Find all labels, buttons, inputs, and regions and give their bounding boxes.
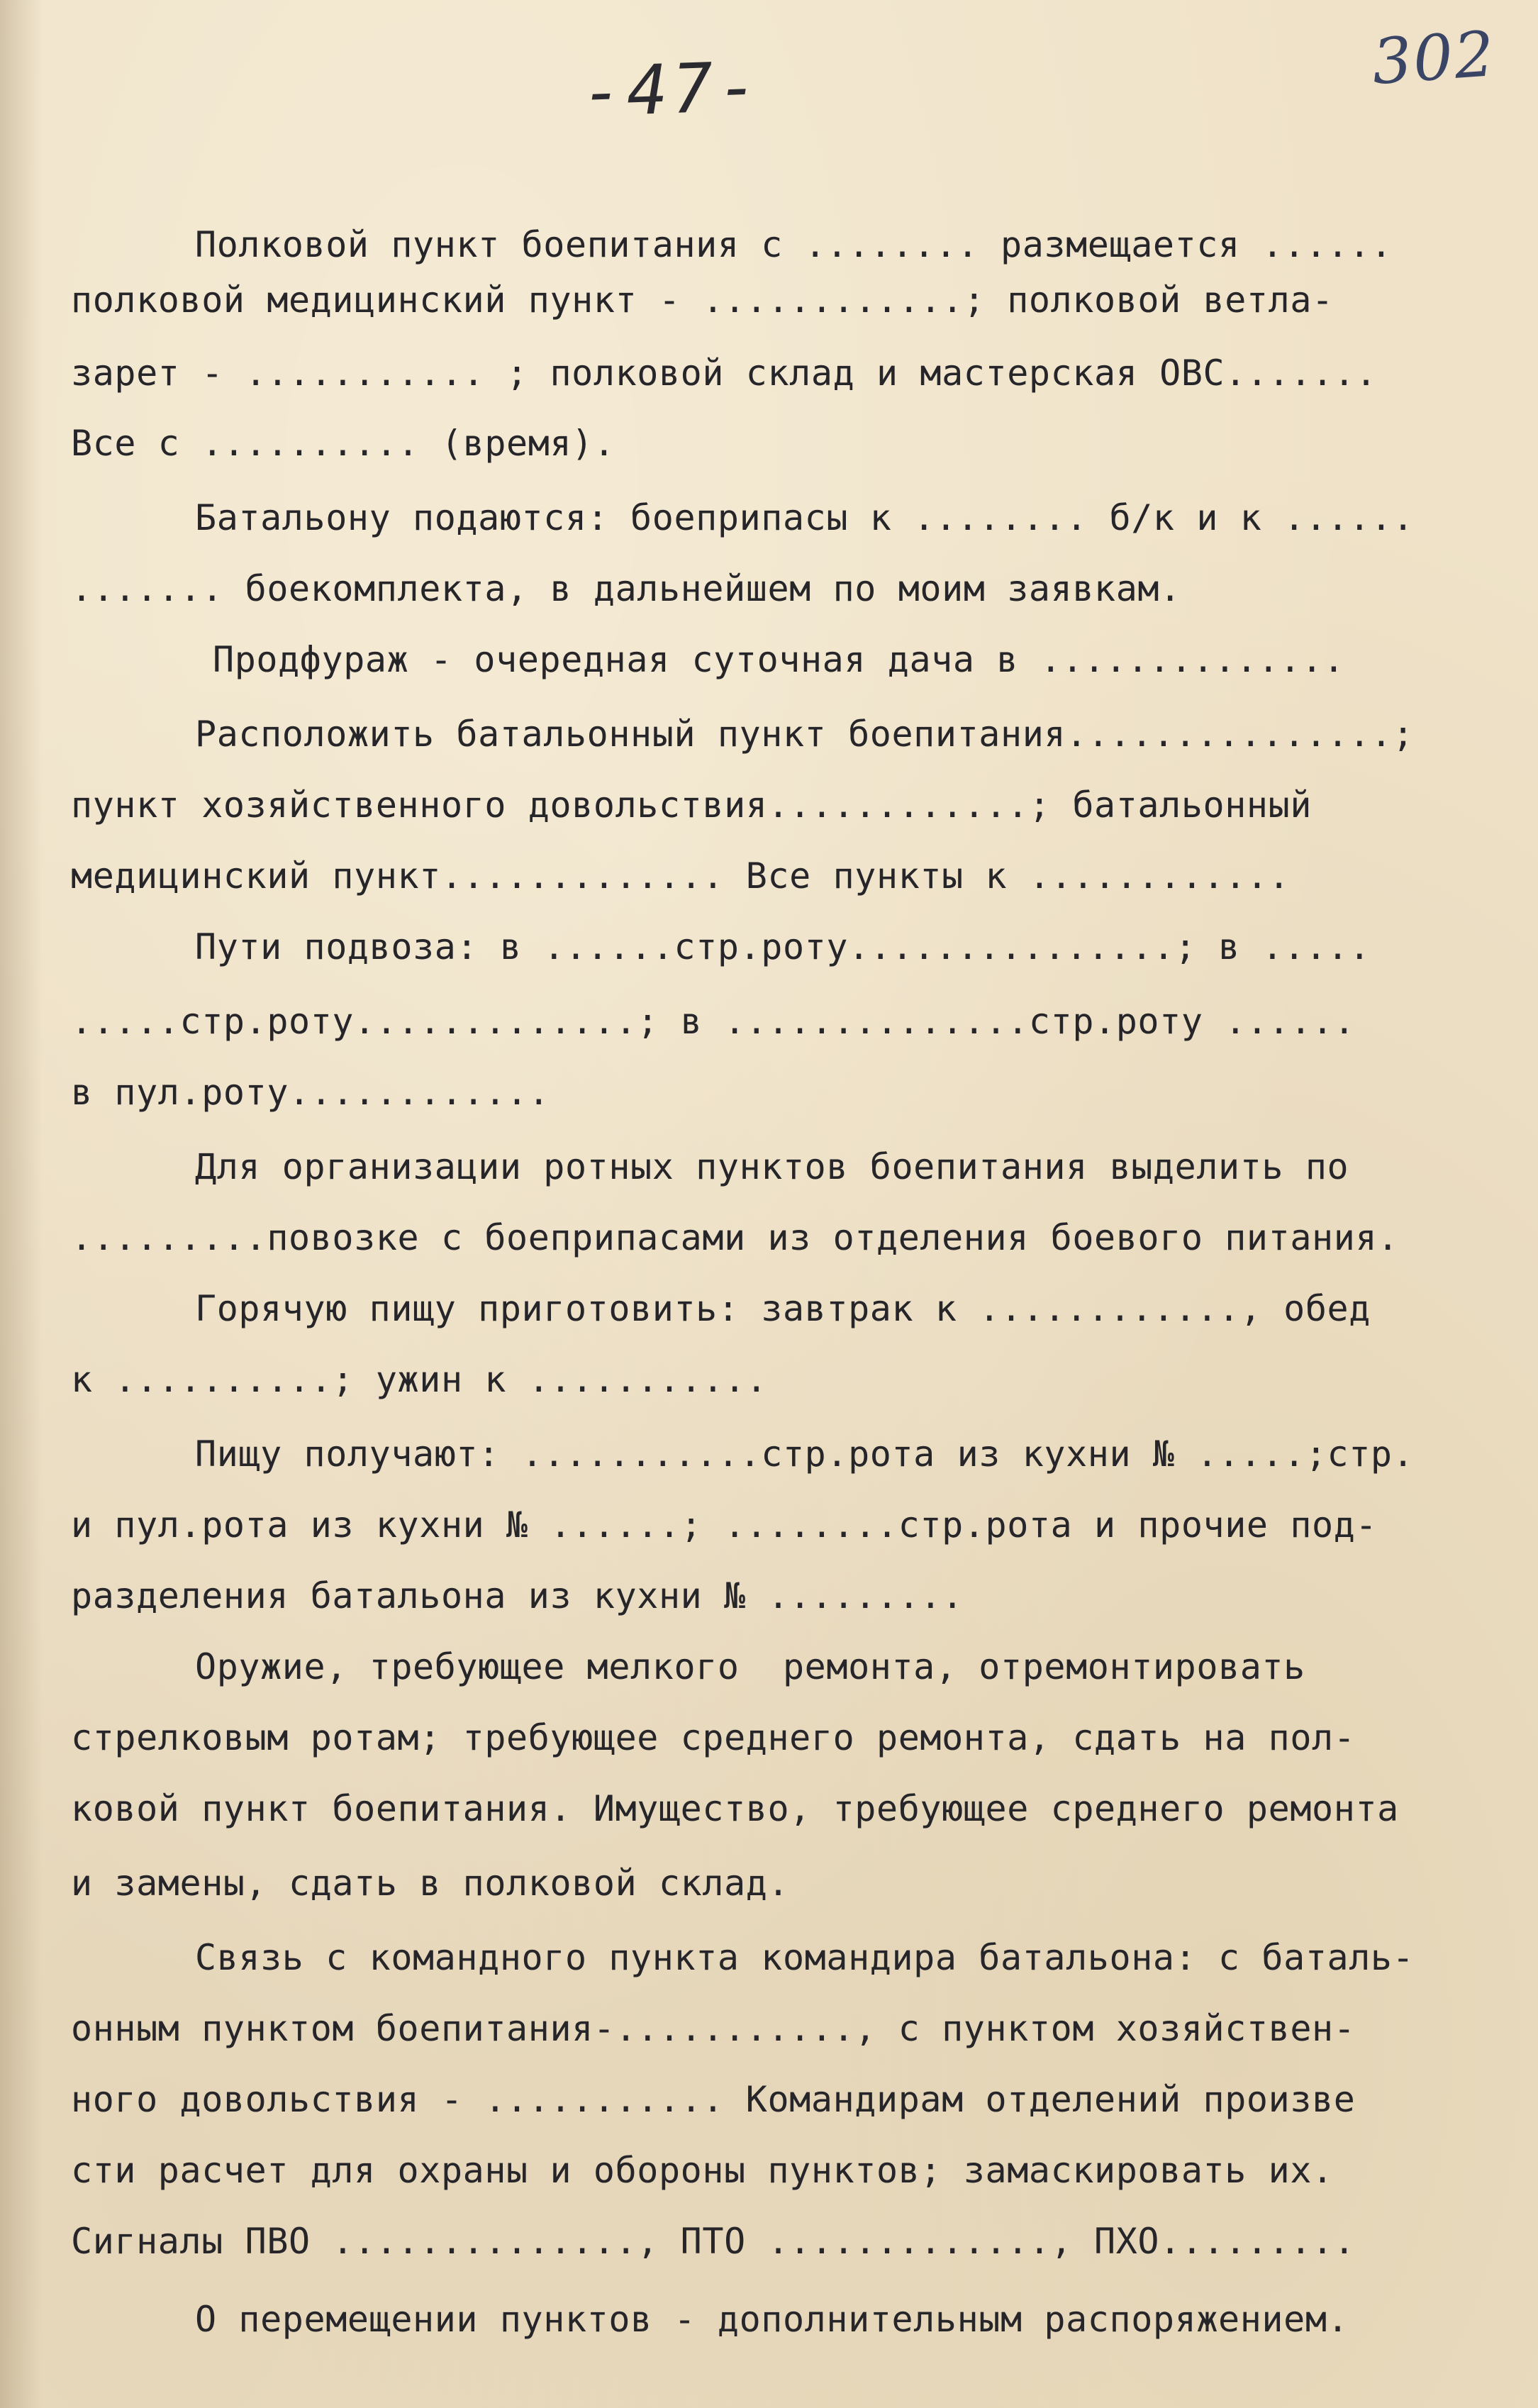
- text-line: пункт хозяйственного довольствия............; батальонный: [71, 784, 1313, 826]
- archive-sheet-number: 302: [1369, 17, 1498, 99]
- text-line: Батальону подаются: боеприпасы к ........ б/к и к ......: [195, 497, 1415, 538]
- page-edge-shadow: [0, 0, 43, 2408]
- text-line: ....... боекомплекта, в дальнейшем по моим заявкам.: [71, 568, 1181, 609]
- text-line: Горячую пищу приготовить: завтрак к ............, обед: [195, 1288, 1371, 1329]
- text-line: .....стр.роту.............; в ..............стр.роту ......: [71, 1001, 1356, 1042]
- text-line: медицинский пункт............. Все пункты к ............: [71, 855, 1291, 897]
- text-line: .........повозке с боеприпасами из отделения боевого питания.: [71, 1217, 1399, 1258]
- text-line: Оружие, требующее мелкого ремонта, отремонтировать: [195, 1646, 1305, 1687]
- text-line: сти расчет для охраны и обороны пунктов; замаскировать их.: [71, 2150, 1334, 2191]
- page-number: -47-: [580, 46, 764, 133]
- text-line: ного довольствия - ........... Командирам отделений произве: [71, 2079, 1356, 2120]
- text-line: Расположить батальонный пункт боепитания...............;: [195, 714, 1415, 755]
- text-line: Пути подвоза: в ......стр.роту...............; в .....: [195, 926, 1371, 967]
- text-line: и замены, сдать в полковой склад.: [71, 1863, 790, 1904]
- text-line: Связь с командного пункта командира батальона: с баталь-: [195, 1937, 1415, 1978]
- text-line: полковой медицинский пункт - ............; полковой ветла-: [71, 279, 1334, 321]
- text-line: О перемещении пунктов - дополнительным распоряжением.: [195, 2299, 1349, 2340]
- text-line: в пул.роту............: [71, 1072, 550, 1113]
- text-line: к ..........; ужин к ...........: [71, 1359, 768, 1400]
- text-line: Все с .......... (время).: [71, 423, 615, 464]
- text-line: Продфураж - очередная суточная дача в ..............: [213, 639, 1345, 680]
- text-line: Полковой пункт боепитания с ........ размещается ......: [195, 224, 1393, 265]
- text-line: разделения батальона из кухни № .........: [71, 1575, 964, 1616]
- text-line: Пищу получают: ...........стр.рота из кухни № .....;стр.: [195, 1433, 1415, 1475]
- text-line: и пул.рота из кухни № ......; ........стр.рота и прочие под-: [71, 1504, 1378, 1546]
- text-line: ковой пункт боепитания. Имущество, требующее среднего ремонта: [71, 1788, 1399, 1829]
- text-line: Сигналы ПВО .............., ПТО ............., ПХО.........: [71, 2221, 1356, 2262]
- text-line: стрелковым ротам; требующее среднего ремонта, сдать на пол-: [71, 1717, 1356, 1758]
- text-line: онным пунктом боепитания-..........., с пунктом хозяйствен-: [71, 2008, 1356, 2049]
- text-line: Для организации ротных пунктов боепитания выделить по: [195, 1146, 1349, 1187]
- text-line: зарет - ........... ; полковой склад и мастерская ОВС.......: [71, 353, 1378, 394]
